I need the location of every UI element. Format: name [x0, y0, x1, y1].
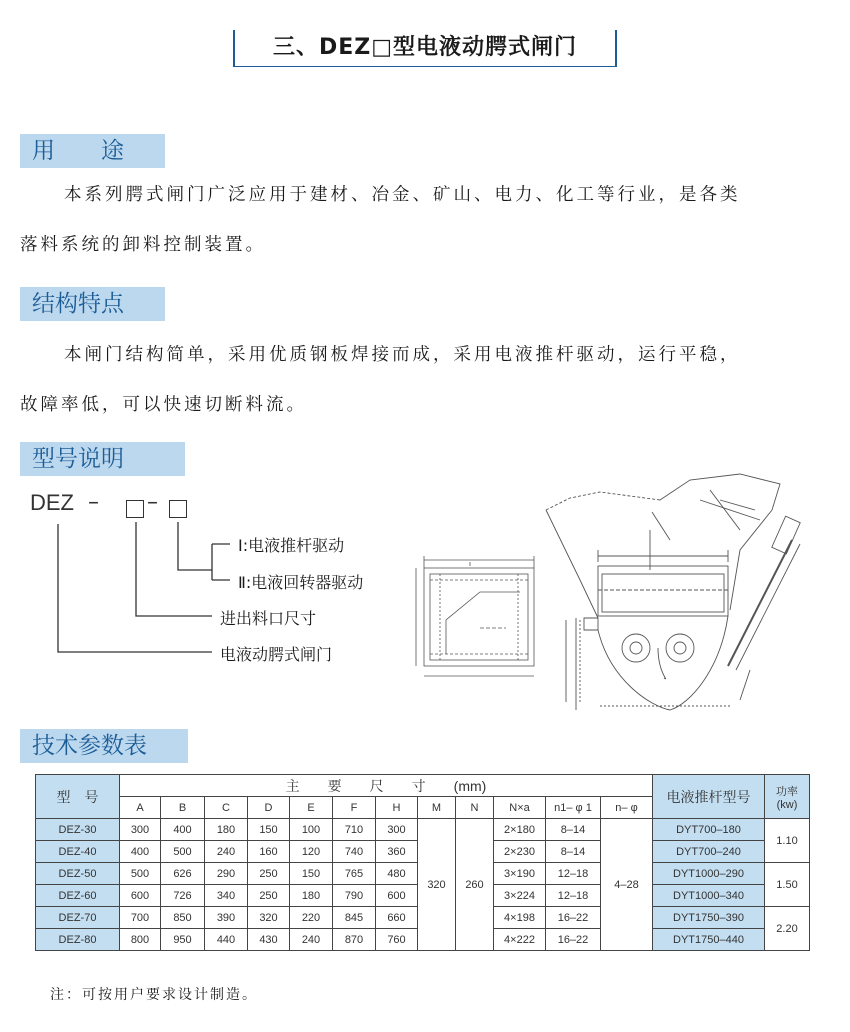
cell-n1phi1: 12–18 — [546, 863, 601, 885]
cell-D: 150 — [248, 819, 290, 841]
cell-A: 600 — [120, 885, 161, 907]
usage-line-2: 落料系统的卸料控制装置。 — [20, 235, 266, 255]
cell-model: DEZ-60 — [36, 885, 120, 907]
cell-actuator: DYT1750–390 — [653, 907, 765, 929]
cell-model: DEZ-80 — [36, 929, 120, 951]
structure-line-1: 本闸门结构简单，采用优质钢板焊接而成，采用电液推杆驱动，运行平稳， — [64, 345, 741, 365]
legend-drive-rotary: Ⅱ:电液回转器驱动 — [238, 573, 364, 592]
cell-model: DEZ-30 — [36, 819, 120, 841]
cell-n1phi1: 16–22 — [546, 907, 601, 929]
structure-paragraph — [20, 330, 830, 430]
cell-B: 950 — [161, 929, 205, 951]
cell-power: 1.50 — [765, 863, 810, 907]
cell-E: 100 — [290, 819, 333, 841]
header-col-nphi: n– φ — [601, 797, 653, 819]
cell-H: 760 — [376, 929, 418, 951]
cell-E: 180 — [290, 885, 333, 907]
cell-n1phi1: 8–14 — [546, 819, 601, 841]
header-col-E: E — [290, 797, 333, 819]
table-row — [36, 819, 810, 841]
cell-D: 160 — [248, 841, 290, 863]
model-code-prefix: DEZ — [30, 490, 74, 515]
header-col-H: H — [376, 797, 418, 819]
cell-A: 500 — [120, 863, 161, 885]
header-col-n1phi1: n1– φ 1 — [546, 797, 601, 819]
usage-paragraph — [20, 170, 830, 270]
legend-port-size: 进出料口尺寸 — [220, 609, 317, 628]
cell-actuator: DYT1750–440 — [653, 929, 765, 951]
section-heading-structure: 结构特点 — [20, 287, 165, 321]
cell-H: 480 — [376, 863, 418, 885]
header-power-label: 功率 — [776, 785, 798, 798]
header-col-B: B — [161, 797, 205, 819]
cell-E: 150 — [290, 863, 333, 885]
cell-C: 180 — [205, 819, 248, 841]
cell-F: 740 — [333, 841, 376, 863]
side-view-drawing — [540, 470, 810, 720]
cell-E: 220 — [290, 907, 333, 929]
cell-D: 250 — [248, 863, 290, 885]
cell-Nxa: 4×222 — [494, 929, 546, 951]
cell-B: 400 — [161, 819, 205, 841]
cell-H: 660 — [376, 907, 418, 929]
legend-drive-pushrod: Ⅰ:电液推杆驱动 — [238, 536, 345, 555]
header-actuator-model: 电液推杆型号 — [653, 775, 765, 819]
cell-Nxa: 2×230 — [494, 841, 546, 863]
section-heading-usage: 用 途 — [20, 134, 165, 168]
cell-C: 390 — [205, 907, 248, 929]
cell-n1phi1: 8–14 — [546, 841, 601, 863]
cell-B: 500 — [161, 841, 205, 863]
cell-B: 726 — [161, 885, 205, 907]
header-col-M: M — [418, 797, 456, 819]
cell-F: 845 — [333, 907, 376, 929]
header-col-N: N — [456, 797, 494, 819]
cell-Nxa: 3×224 — [494, 885, 546, 907]
section-heading-model: 型号说明 — [20, 442, 185, 476]
cell-D: 320 — [248, 907, 290, 929]
model-code-diagram — [20, 490, 440, 680]
cell-n1phi1: 16–22 — [546, 929, 601, 951]
cell-Nxa: 3×190 — [494, 863, 546, 885]
cell-B: 850 — [161, 907, 205, 929]
cell-A: 400 — [120, 841, 161, 863]
header-main-dimensions: 主 要 尺 寸 (mm) — [120, 775, 653, 797]
cell-actuator: DYT1000–340 — [653, 885, 765, 907]
cell-F: 790 — [333, 885, 376, 907]
header-col-A: A — [120, 797, 161, 819]
header-col-F: F — [333, 797, 376, 819]
page-title: 三、DEZ□型电液动腭式闸门 — [233, 30, 617, 66]
cell-B: 626 — [161, 863, 205, 885]
cell-model: DEZ-70 — [36, 907, 120, 929]
model-code-dash-1: – — [88, 490, 99, 515]
section-heading-specs: 技术参数表 — [20, 729, 188, 763]
cell-E: 240 — [290, 929, 333, 951]
header-power — [765, 775, 810, 819]
cell-F: 870 — [333, 929, 376, 951]
cell-Nxa: 4×198 — [494, 907, 546, 929]
cell-Nxa: 2×180 — [494, 819, 546, 841]
cell-D: 430 — [248, 929, 290, 951]
cell-C: 340 — [205, 885, 248, 907]
cell-M-merged: 320 — [418, 819, 456, 951]
cell-A: 700 — [120, 907, 161, 929]
cell-H: 300 — [376, 819, 418, 841]
structure-line-2: 故障率低，可以快速切断料流。 — [20, 395, 307, 415]
cell-power: 1.10 — [765, 819, 810, 863]
cell-C: 240 — [205, 841, 248, 863]
cell-actuator: DYT1000–290 — [653, 863, 765, 885]
header-col-C: C — [205, 797, 248, 819]
cell-actuator: DYT700–180 — [653, 819, 765, 841]
cell-H: 360 — [376, 841, 418, 863]
cell-nphi-merged: 4–28 — [601, 819, 653, 951]
footnote: 注：可按用户要求设计制造。 — [50, 987, 258, 1003]
cell-model: DEZ-40 — [36, 841, 120, 863]
cell-E: 120 — [290, 841, 333, 863]
cell-F: 765 — [333, 863, 376, 885]
cell-power: 2.20 — [765, 907, 810, 951]
header-model: 型 号 — [36, 775, 120, 819]
cell-C: 290 — [205, 863, 248, 885]
header-col-Nxa: N×a — [494, 797, 546, 819]
title-underline — [233, 66, 617, 67]
cell-F: 710 — [333, 819, 376, 841]
cell-H: 600 — [376, 885, 418, 907]
cell-n1phi1: 12–18 — [546, 885, 601, 907]
cell-D: 250 — [248, 885, 290, 907]
header-col-D: D — [248, 797, 290, 819]
cell-actuator: DYT700–240 — [653, 841, 765, 863]
cell-C: 440 — [205, 929, 248, 951]
legend-gate-name: 电液动腭式闸门 — [220, 645, 333, 664]
cell-N-merged: 260 — [456, 819, 494, 951]
cell-A: 300 — [120, 819, 161, 841]
cell-model: DEZ-50 — [36, 863, 120, 885]
spec-table — [35, 774, 810, 951]
front-view-drawing — [410, 540, 545, 690]
usage-line-1: 本系列腭式闸门广泛应用于建材、冶金、矿山、电力、化工等行业，是各类 — [64, 185, 741, 205]
port-size-box — [126, 500, 144, 518]
cell-A: 800 — [120, 929, 161, 951]
drive-type-box — [169, 500, 187, 518]
header-power-unit: (kw) — [776, 798, 798, 811]
model-code-dash-2: – — [147, 490, 158, 515]
